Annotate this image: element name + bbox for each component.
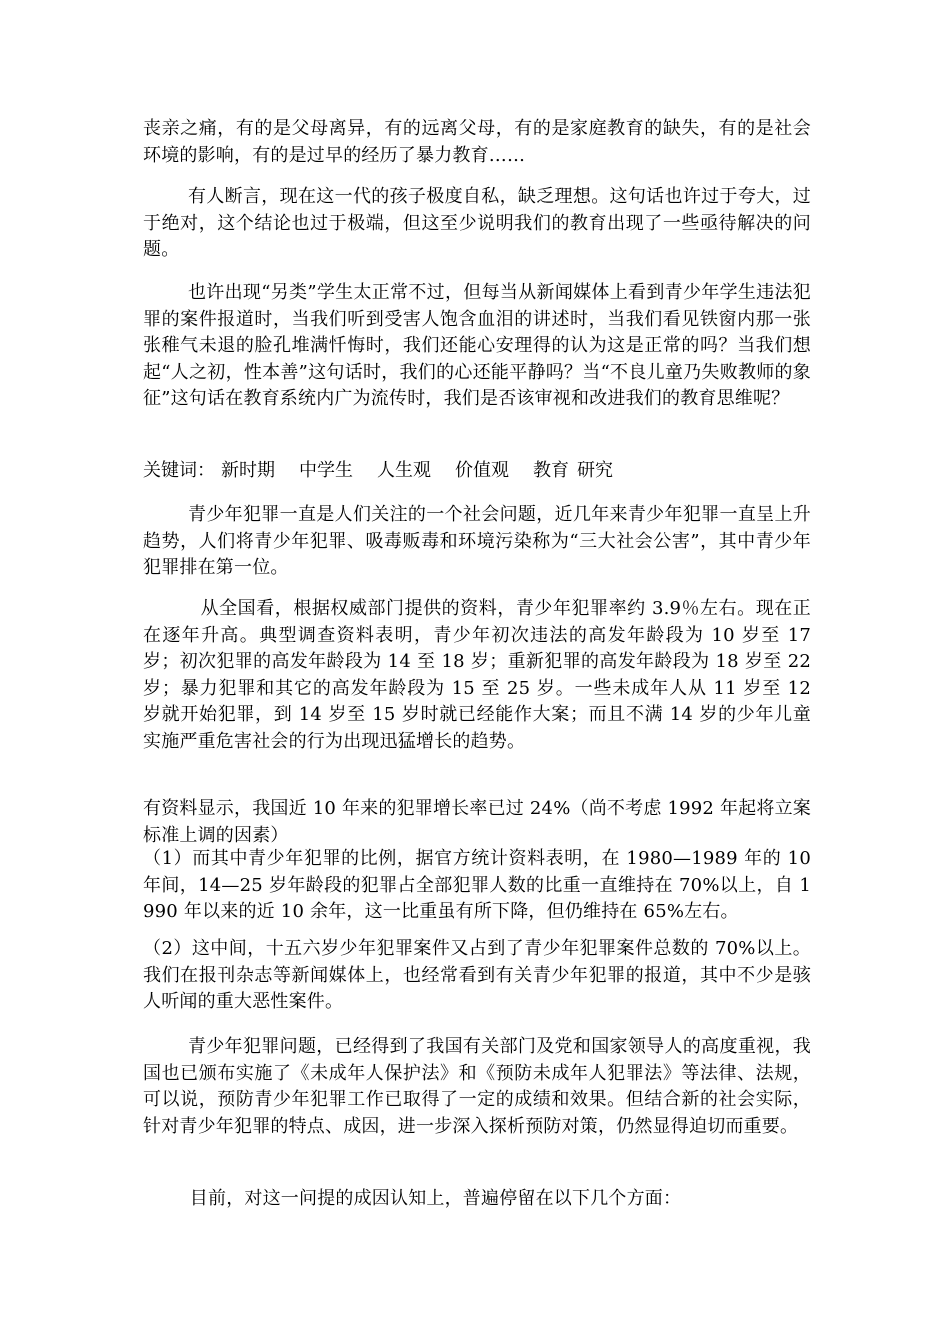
keyword-item: 教育 [533,460,569,481]
keyword-item: 研究 [577,460,613,481]
keyword-item: 价值观 [455,460,509,481]
keyword-item: 新时期 [221,460,275,481]
paragraph-4: 青少年犯罪一直是人们关注的一个社会问题，近几年来青少年犯罪一直呈上升趋势，人们将青少年犯罪、吸毒贩毒和环境污染称为“三大社会公害”，其中青少年犯罪排在第一位。 [143,504,811,578]
keywords-label: 关键词： [143,460,215,481]
paragraph-5: 从全国看，根据权威部门提供的资料，青少年犯罪率约 3.9％左右。现在正在逐年升高。典型调查资料表明，青少年初次违法的高发年龄段为 10 岁至 17 岁；初次犯罪的高发年龄段为 14 至 18 岁；重新犯罪的高发年龄段为 18 岁至 22 岁；暴力犯罪和其它的高发年龄段为 15 至 25 岁。一些未成年人从 11 岁至 12 岁就开始犯罪，到 14 岁至 15 岁时就已经能作大案；而且不满 14 岁的少年儿童实施严重危害社会的行为出现迅猛增长的趋势。 [143,598,811,752]
keyword-item: 中学生 [299,460,353,481]
keywords-line [143,458,637,485]
paragraph-7: （1）而其中青少年犯罪的比例，据官方统计资料表明，在 1980—1989 年的 10 年间，14—25 岁年龄段的犯罪占全部犯罪人数的比重一直维持在 70%以上，自 1990 年以来的近 10 余年，这一比重虽有所下降，但仍维持在 65%左右。 [143,848,811,922]
paragraph-1: 丧亲之痛，有的是父母离异，有的远离父母，有的是家庭教育的缺失，有的是社会环境的影响，有的是过早的经历了暴力教育…… [143,118,811,166]
paragraph-9: 青少年犯罪问题，已经得到了我国有关部门及党和国家领导人的高度重视，我国也已颁布实施了《未成年人保护法》和《预防未成年人犯罪法》等法律、法规，可以说，预防青少年犯罪工作已取得了一定的成绩和效果。但结合新的社会实际，针对青少年犯罪的特点、成因，进一步深入探析预防对策，仍然显得迫切而重要。 [143,1036,811,1137]
paragraph-6: 有资料显示，我国近 10 年来的犯罪增长率已过 24%（尚不考虑 1992 年起将立案标准上调的因素） [143,798,811,846]
paragraph-10: 目前，对这一问提的成因认知上，普遍停留在以下几个方面： [189,1188,682,1209]
keyword-item: 人生观 [377,460,431,481]
paragraph-8: （2）这中间，十五六岁少年犯罪案件又占到了青少年犯罪案件总数的 70%以上。我们在报刊杂志等新闻媒体上，也经常看到有关青少年犯罪的报道，其中不少是骇人听闻的重大恶性案件。 [143,938,811,1012]
paragraph-3: 也许出现“另类”学生太正常不过，但每当从新闻媒体上看到青少年学生违法犯罪的案件报道时，当我们听到受害人饱含血泪的讲述时，当我们看见铁窗内那一张张稚气未退的脸孔堆满忏悔时，我们还能心安理得的认为这是正常的吗？当我们想起“人之初，性本善”这句话时，我们的心还能平静吗？当“不良儿童乃失败教师的象征”这句话在教育系统内广为流传时，我们是否该审视和改进我们的教育思维呢？ [143,282,811,409]
paragraph-2: 有人断言，现在这一代的孩子极度自私，缺乏理想。这句话也许过于夸大，过于绝对，这个结论也过于极端，但这至少说明我们的教育出现了一些亟待解决的问题。 [143,186,811,260]
